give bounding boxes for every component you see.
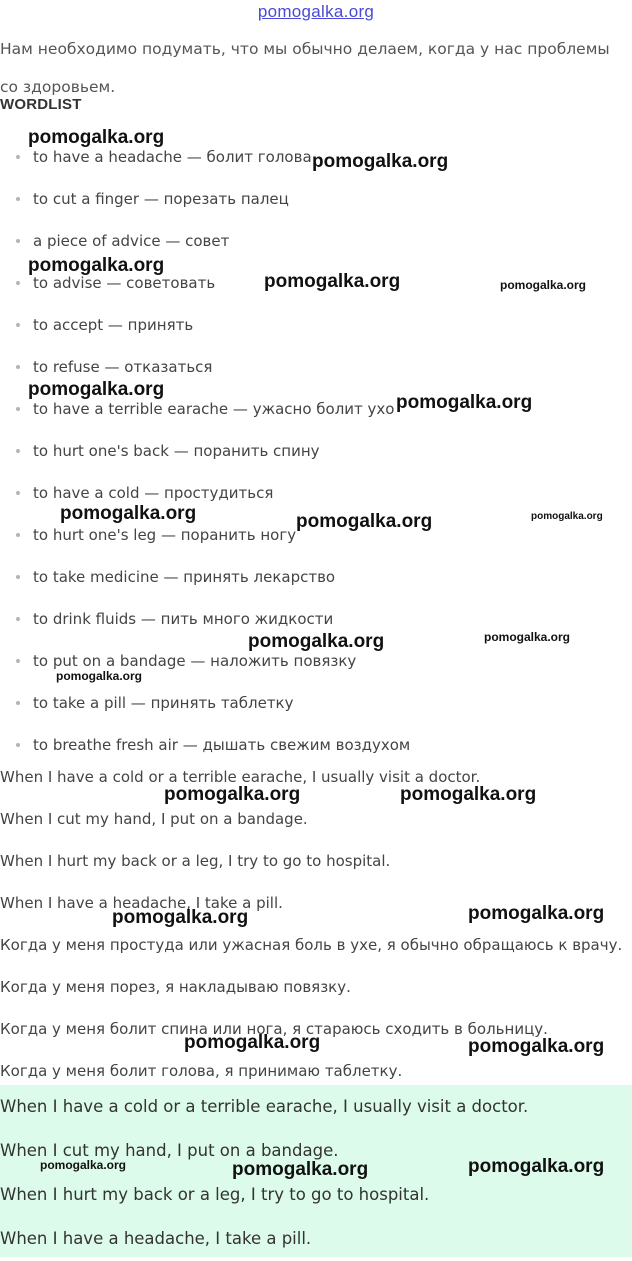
sentence-ru: Когда у меня порез, я накладываю повязку. [0, 978, 351, 996]
list-item-text: to refuse — отказаться [33, 358, 213, 376]
watermark: pomogalka.org [484, 630, 571, 644]
list-item-text: to have a cold — простудиться [33, 484, 274, 502]
list-item-text: to cut a finger — порезать палец [33, 190, 289, 208]
bullet-icon [16, 743, 20, 747]
watermark: pomogalka.org [248, 631, 385, 652]
list-item-text: to have a terrible earache — ужасно болит ухо [33, 400, 395, 418]
watermark: pomogalka.org [112, 907, 249, 928]
list-item-text: to accept — принять [33, 316, 194, 334]
sentence-en: When I have a headache, I take a pill. [0, 894, 283, 912]
list-item [0, 556, 335, 598]
sentence-ru: Когда у меня простуда или ужасная боль в ухе, я обычно обращаюсь к врачу. [0, 936, 623, 954]
bullet-icon [16, 281, 20, 285]
sentence-en: When I hurt my back or a leg, I try to go to hospital. [0, 852, 391, 870]
watermark: pomogalka.org [232, 1159, 369, 1180]
watermark: pomogalka.org [500, 278, 587, 292]
bullet-icon [16, 617, 20, 621]
watermark: pomogalka.org [400, 784, 537, 805]
list-item [0, 304, 193, 346]
list-item-text: to hurt one's leg — поранить ногу [33, 526, 297, 544]
site-header-link[interactable]: pomogalka.org [257, 2, 375, 21]
watermark: pomogalka.org [468, 903, 605, 924]
list-item-text: to advise — советовать [33, 274, 216, 292]
list-item [0, 682, 294, 724]
list-item-text: to put on a bandage — наложить повязку [33, 652, 357, 670]
list-item-text: to take medicine — принять лекарство [33, 568, 336, 586]
list-item-text: to breathe fresh air — дышать свежим воздухом [33, 736, 411, 754]
answer-line: When I cut my hand, I put on a bandage. [0, 1141, 339, 1160]
bullet-icon [16, 533, 20, 537]
watermark: pomogalka.org [468, 1156, 605, 1177]
bullet-icon [16, 197, 20, 201]
watermark: pomogalka.org [56, 669, 143, 683]
intro-text: Нам необходимо подумать, что мы обычно делаем, когда у нас проблемы со здоровьем. [0, 40, 610, 96]
watermark: pomogalka.org [60, 503, 197, 524]
answer-line: When I hurt my back or a leg, I try to go to hospital. [0, 1185, 430, 1204]
list-item [0, 430, 320, 472]
sentence-ru: Когда у меня болит спина или нога, я стараюсь сходить в больницу. [0, 1020, 548, 1038]
bullet-icon [16, 323, 20, 327]
bullet-icon [16, 575, 20, 579]
wordlist-title: WORDLIST [0, 96, 82, 113]
sentence-en: When I cut my hand, I put on a bandage. [0, 810, 308, 828]
watermark: pomogalka.org [28, 379, 165, 400]
answer-line: When I have a headache, I take a pill. [0, 1229, 312, 1248]
sentence-en: When I have a cold or a terrible earache, I usually visit a doctor. [0, 768, 481, 786]
bullet-icon [16, 155, 20, 159]
list-item-text: a piece of advice — совет [33, 232, 230, 250]
bullet-icon [16, 659, 20, 663]
watermark: pomogalka.org [264, 271, 401, 292]
bullet-icon [16, 701, 20, 705]
bullet-icon [16, 449, 20, 453]
watermark: pomogalka.org [28, 255, 165, 276]
list-item [0, 178, 289, 220]
bullet-icon [16, 491, 20, 495]
watermark: pomogalka.org [396, 392, 533, 413]
watermark: pomogalka.org [531, 511, 603, 522]
watermark: pomogalka.org [468, 1036, 605, 1057]
bullet-icon [16, 239, 20, 243]
list-item-text: to drink fluids — пить много жидкости [33, 610, 334, 628]
list-item-text: to take a pill — принять таблетку [33, 694, 294, 712]
watermark: pomogalka.org [312, 151, 449, 172]
bullet-icon [16, 407, 20, 411]
list-item-text: to have a headache — болит голова [33, 148, 312, 166]
watermark: pomogalka.org [28, 127, 165, 148]
watermark: pomogalka.org [184, 1032, 321, 1053]
list-item-text: to hurt one's back — поранить спину [33, 442, 320, 460]
bullet-icon [16, 365, 20, 369]
watermark: pomogalka.org [40, 1158, 127, 1172]
sentence-ru: Когда у меня болит голова, я принимаю таблетку. [0, 1062, 403, 1080]
watermark: pomogalka.org [296, 511, 433, 532]
watermark: pomogalka.org [164, 784, 301, 805]
answer-line: When I have a cold or a terrible earache, I usually visit a doctor. [0, 1097, 529, 1116]
